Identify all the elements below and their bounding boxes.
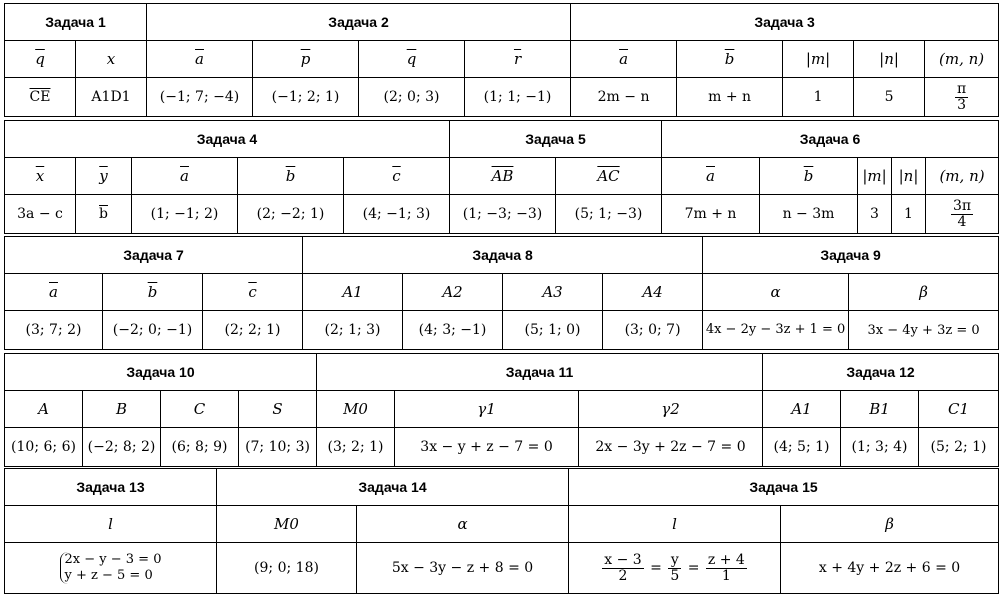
task-title: Задача 9 [703, 237, 999, 274]
var-header: S [239, 391, 317, 428]
task-title: Задача 4 [5, 121, 450, 158]
value-cell: A1D1 [76, 78, 147, 117]
fraction: $\frac{z + 4}{1}$ [707, 551, 745, 584]
task-title: Задача 2 [147, 4, 571, 41]
value-cell: (1; −3; −3) [450, 195, 556, 234]
var-header: $\overline{p}$ [253, 41, 359, 78]
task-title: Задача 1 [5, 4, 147, 41]
value-cell: (3; 0; 7) [603, 311, 703, 350]
var-header: $\overline{c}$ [344, 158, 450, 195]
value-cell: (−2; 0; −1) [103, 311, 203, 350]
task-title: Задача 7 [5, 237, 303, 274]
var-header: A1 [303, 274, 403, 311]
var-header: (m, n) [926, 158, 999, 195]
var-header: M0 [317, 391, 395, 428]
value-cell: 7m + n [662, 195, 760, 234]
var-header: |n| [854, 41, 925, 78]
value-cell: (−1; 2; 1) [253, 78, 359, 117]
var-header: M0 [217, 506, 357, 543]
value-cell [926, 195, 999, 234]
task-title: Задача 5 [450, 121, 662, 158]
value-cell: 2m − n [571, 78, 677, 117]
value-cell: 3a − c [5, 195, 76, 234]
var-header: $\overline{a}$ [132, 158, 238, 195]
var-header: l [569, 506, 781, 543]
var-header: B1 [841, 391, 919, 428]
value-cell: 2x − 3y + 2z − 7 = 0 [579, 428, 763, 467]
var-header: |m| [858, 158, 892, 195]
task-title: Задача 3 [571, 4, 999, 41]
value-cell: (6; 8; 9) [161, 428, 239, 467]
value-cell: $\overline{CE}$ [5, 78, 76, 117]
var-header: $\overline{a}$ [662, 158, 760, 195]
value-cell: $\frac{x - 3}{2}$ = $\frac{y}{5}$ = $\frac{z + 4}{1}$ [569, 543, 781, 594]
value-cell: n − 3m [760, 195, 858, 234]
equation-system: 2x − y − 3 = 0 y + z − 5 = 0 [60, 552, 162, 583]
task-block-2 [4, 120, 999, 234]
var-header: A4 [603, 274, 703, 311]
var-header: $\overline{b}$ [238, 158, 344, 195]
task-block-3 [4, 236, 999, 350]
var-header: l [5, 506, 217, 543]
value-cell: (1; 1; −1) [465, 78, 571, 117]
value-cell: $\overline{b}$ [76, 195, 132, 234]
var-header: α [357, 506, 569, 543]
value-cell: (2; 2; 1) [203, 311, 303, 350]
task-block-4 [4, 353, 999, 467]
var-header: |m| [783, 41, 854, 78]
value-cell: (5; 2; 1) [919, 428, 999, 467]
fraction: $\frac{3\pi}{4}$ [952, 197, 972, 230]
var-header: $\overline{a}$ [571, 41, 677, 78]
var-header: (m, n) [925, 41, 999, 78]
value-cell: (10; 6; 6) [5, 428, 83, 467]
value-cell: (4; 3; −1) [403, 311, 503, 350]
value-cell: 5 [854, 78, 925, 117]
value-cell: 1 [892, 195, 926, 234]
var-header: A1 [763, 391, 841, 428]
value-cell: x + 4y + 2z + 6 = 0 [781, 543, 999, 594]
value-cell: (4; 5; 1) [763, 428, 841, 467]
fraction: $\frac{y}{5}$ [670, 551, 680, 584]
var-header: $\overline{c}$ [203, 274, 303, 311]
value-cell: (2; 0; 3) [359, 78, 465, 117]
var-header: β [781, 506, 999, 543]
var-header: $\overline{x}$ [5, 158, 76, 195]
value-cell: (5; 1; −3) [556, 195, 662, 234]
var-header: x [76, 41, 147, 78]
task-block-1 [4, 3, 999, 117]
var-header: $\overline{b}$ [103, 274, 203, 311]
value-cell: 4x − 2y − 3z + 1 = 0 [703, 311, 849, 350]
value-cell: 1 [783, 78, 854, 117]
value-cell [925, 78, 999, 117]
value-cell: (3; 2; 1) [317, 428, 395, 467]
var-header: γ1 [395, 391, 579, 428]
fraction: $\frac{x - 3}{2}$ [604, 551, 642, 584]
var-header: $\overline{r}$ [465, 41, 571, 78]
var-header: $\overline{q}$ [359, 41, 465, 78]
var-header: B [83, 391, 161, 428]
var-header: $\overline{AC}$ [556, 158, 662, 195]
value-cell: (3; 7; 2) [5, 311, 103, 350]
task-title: Задача 6 [662, 121, 999, 158]
task-title: Задача 8 [303, 237, 703, 274]
value-cell: (4; −1; 3) [344, 195, 450, 234]
var-header: A [5, 391, 83, 428]
system-cell [5, 543, 217, 594]
task-title: Задача 13 [5, 469, 217, 506]
task-title: Задача 14 [217, 469, 569, 506]
var-header: $\overline{q}$ [5, 41, 76, 78]
var-header: $\overline{b}$ [760, 158, 858, 195]
task-title: Задача 10 [5, 354, 317, 391]
task-block-5 [4, 468, 999, 594]
var-header: $\overline{y}$ [76, 158, 132, 195]
var-header: C [161, 391, 239, 428]
var-header: A3 [503, 274, 603, 311]
value-cell: (2; 1; 3) [303, 311, 403, 350]
var-header: γ2 [579, 391, 763, 428]
value-cell: (2; −2; 1) [238, 195, 344, 234]
value-cell: (1; −1; 2) [132, 195, 238, 234]
var-header: |n| [892, 158, 926, 195]
value-cell: (5; 1; 0) [503, 311, 603, 350]
value-cell: m + n [677, 78, 783, 117]
task-title: Задача 11 [317, 354, 763, 391]
value-cell: (7; 10; 3) [239, 428, 317, 467]
value-cell: (−1; 7; −4) [147, 78, 253, 117]
var-header: $\overline{a}$ [5, 274, 103, 311]
var-header: $\overline{a}$ [147, 41, 253, 78]
fraction: $\frac{\pi}{3}$ [956, 80, 967, 113]
value-cell: 3x − y + z − 7 = 0 [395, 428, 579, 467]
var-header: $\overline{b}$ [677, 41, 783, 78]
value-cell: (1; 3; 4) [841, 428, 919, 467]
value-cell: 3 [858, 195, 892, 234]
var-header: α [703, 274, 849, 311]
task-title: Задача 12 [763, 354, 999, 391]
var-header: $\overline{AB}$ [450, 158, 556, 195]
var-header: C1 [919, 391, 999, 428]
var-header: β [849, 274, 999, 311]
value-cell: (9; 0; 18) [217, 543, 357, 594]
task-title: Задача 15 [569, 469, 999, 506]
value-cell: 3x − 4y + 3z = 0 [849, 311, 999, 350]
var-header: A2 [403, 274, 503, 311]
value-cell: 5x − 3y − z + 8 = 0 [357, 543, 569, 594]
value-cell: (−2; 8; 2) [83, 428, 161, 467]
